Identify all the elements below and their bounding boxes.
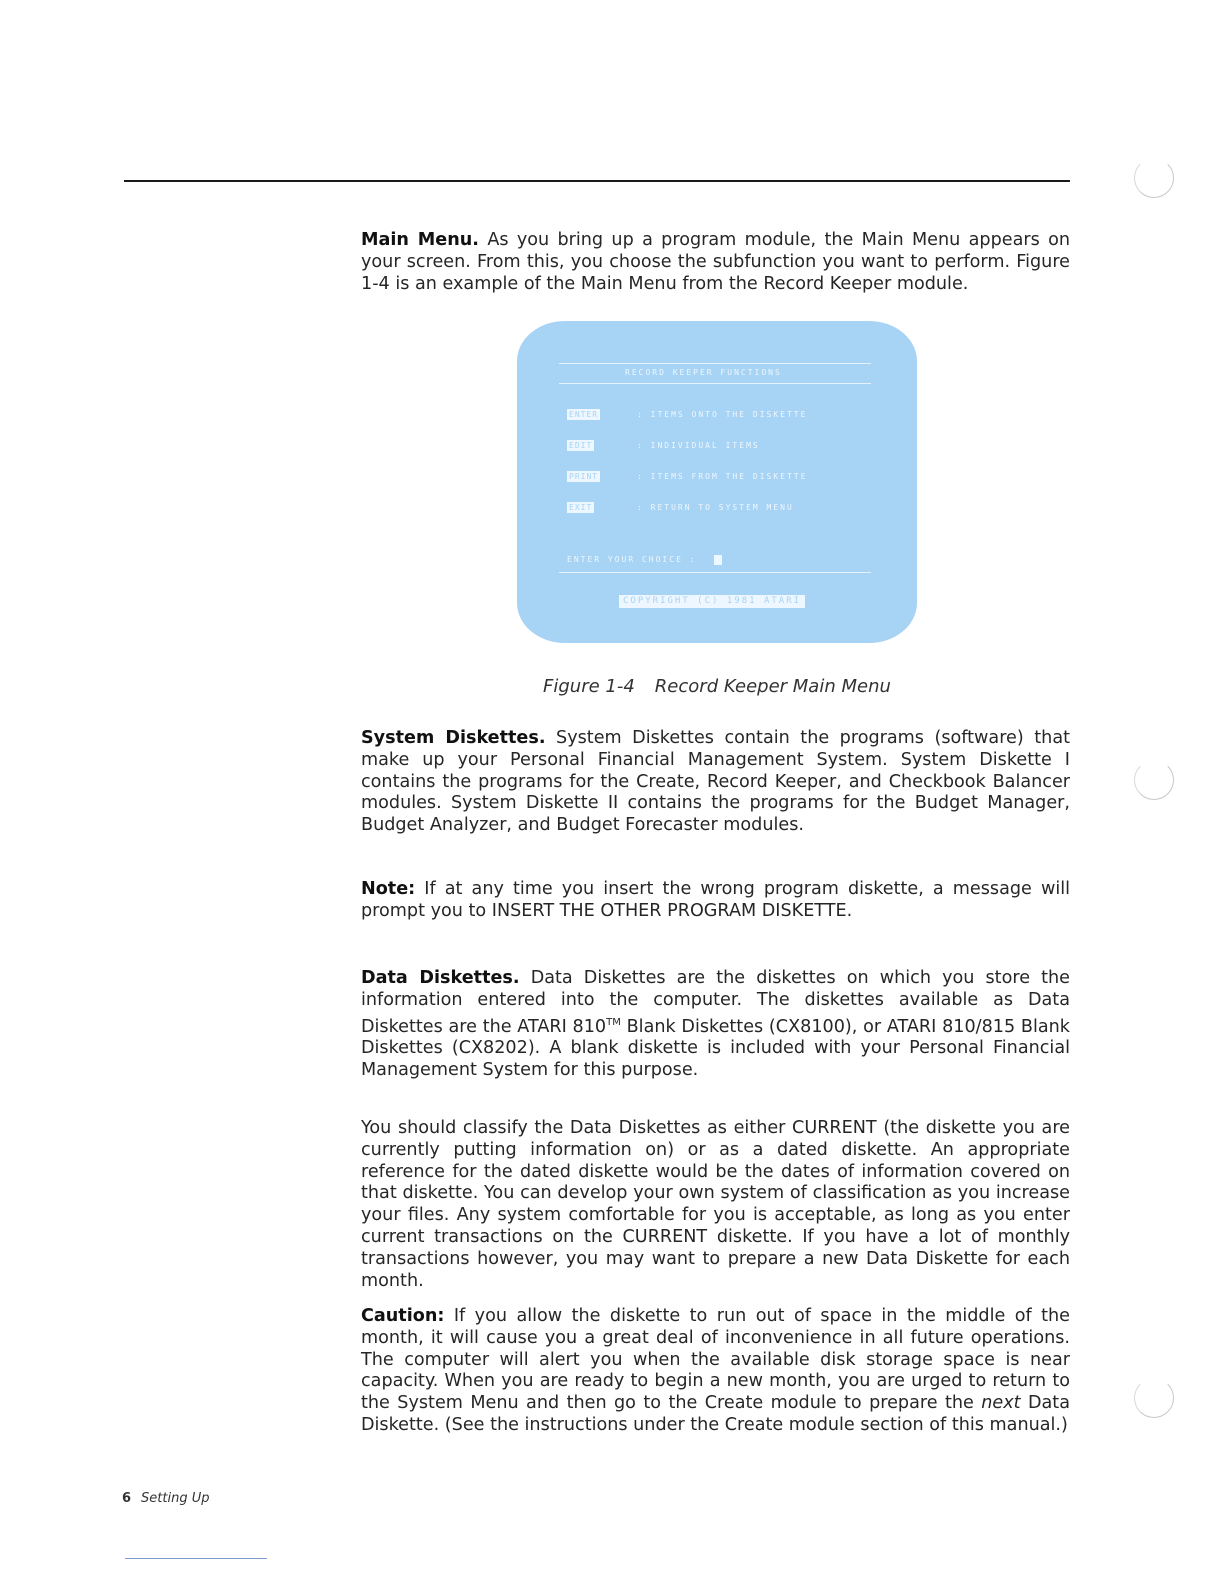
note-text: If at any time you insert the wrong program diskette, a message will prompt you to INSERT THE OTHER PROGRAM DISKETTE. (361, 879, 1070, 921)
caution-text-b: Data Diskette. (See the instructions under the Create module section of this manual.) (361, 1393, 1070, 1435)
classify-paragraph (361, 1118, 1070, 1292)
page-number: 6 (122, 1491, 132, 1506)
screen-desc-print: : ITEMS FROM THE DISKETTE (637, 472, 808, 481)
caution-emphasis: next (981, 1393, 1021, 1414)
screen-desc-enter: : ITEMS ONTO THE DISKETTE (637, 410, 808, 419)
classify-text: You should classify the Data Diskettes as either CURRENT (the diskette you are currently putting information on) or as a dated diskette. An appropriate reference for the dated diskette would be the dates of information covered on that diskette. You can develop your own system of classification as you increase your files. Any system comfortable for you is acceptable, as long as you enter current transactions on the CURRENT diskette. If you have a lot of monthly transactions however, you may want to prepare a new Data Diskette for each month. (361, 1118, 1070, 1291)
figure-number: Figure 1-4 (543, 676, 635, 697)
figure-caption (543, 676, 891, 697)
note-heading: Note: (361, 879, 416, 899)
punch-hole-middle (1134, 760, 1174, 800)
screen-key-edit: EDIT (569, 441, 593, 450)
data-diskettes-text-b: Blank Diskettes (CX8100), or ATARI 810/815 Blank Diskettes (CX8202). A blank diskette is included with your Personal Financial Management System for this purpose. (361, 1016, 1070, 1081)
data-diskettes-paragraph (361, 968, 1070, 1082)
system-diskettes-heading: System Diskettes. (361, 728, 546, 748)
screen-key-enter: ENTER (569, 410, 599, 419)
caution-text-a: If you allow the diskette to run out of space in the middle of the month, it will cause you a great deal of inconvenience in all future operations. The computer will alert you when the available disk storage space is near capacity. When you are ready to begin a new month, you are urged to return to the System Menu and then go to the Create module to prepare the (361, 1306, 1071, 1414)
caution-heading: Caution: (361, 1306, 445, 1326)
screen-desc-exit: : RETURN TO SYSTEM MENU (637, 503, 794, 512)
screen-copyright: COPYRIGHT (C) 1981 ATARI (619, 595, 805, 608)
screen-title: RECORD KEEPER FUNCTIONS (625, 368, 782, 377)
system-diskettes-text: System Diskettes contain the programs (software) that make up your Personal Financial Management System. System Diskette I contains the programs for the Create, Record Keeper, and Checkbook Balancer modules. System Diskette II contains the programs for the Budget Manager, Budget Analyzer, and Budget Forecaster modules. (361, 728, 1070, 836)
header-rule (124, 180, 1070, 182)
screen-desc-edit: : INDIVIDUAL ITEMS (637, 441, 760, 450)
main-menu-text: As you bring up a program module, the Main Menu appears on your screen. From this, you choose the subfunction you want to perform. Figure 1-4 is an example of the Main Menu from the Record Keeper module. (361, 230, 1070, 294)
figure-title: Record Keeper Main Menu (654, 676, 891, 697)
system-diskettes-paragraph (361, 728, 1070, 837)
screen-cursor (714, 555, 722, 565)
note-paragraph (361, 879, 1070, 923)
screen-rule-bottom (559, 572, 871, 573)
page-footer (122, 1491, 210, 1506)
screen-prompt: ENTER YOUR CHOICE : (567, 555, 697, 564)
screen-figure (517, 321, 917, 643)
main-menu-paragraph (361, 230, 1070, 295)
bottom-rule (125, 1558, 267, 1559)
screen-rule-top (559, 363, 871, 364)
screen-key-exit: EXIT (569, 503, 593, 512)
caution-paragraph (361, 1306, 1070, 1437)
main-menu-heading: Main Menu. (361, 230, 479, 250)
screen-key-print: PRINT (569, 472, 599, 481)
punch-hole-top (1134, 158, 1174, 198)
data-diskettes-heading: Data Diskettes. (361, 968, 520, 988)
data-diskettes-text-a: Data Diskettes are the diskettes on which you store the information entered into the computer. The diskettes available as Data Diskettes are the ATARI 810 (361, 968, 1070, 1037)
trademark-mark: TM (606, 1016, 621, 1028)
screen-rule-title (559, 383, 871, 384)
section-name: Setting Up (141, 1491, 210, 1506)
punch-hole-bottom (1134, 1378, 1174, 1418)
